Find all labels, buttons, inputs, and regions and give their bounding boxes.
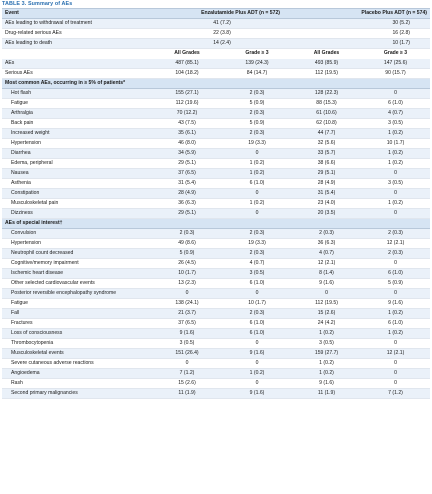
- table-row: [2, 179, 430, 189]
- table-cell: 9 (1.6): [361, 299, 430, 309]
- table-cell: 1 (0.2): [361, 199, 430, 209]
- placebo-value: 16 (2.8): [292, 29, 430, 39]
- table-row: [2, 139, 430, 149]
- table-cell: 10 (1.7): [222, 299, 292, 309]
- row-label: Dizziness: [2, 209, 152, 219]
- table-cell: 21 (3.7): [152, 309, 222, 319]
- row-label: Ischemic heart disease: [2, 269, 152, 279]
- row-label: Convulsion: [2, 229, 152, 239]
- table-cell: 3 (0.5): [361, 119, 430, 129]
- table-cell: 11 (1.9): [152, 389, 222, 399]
- table-cell: 12 (2.1): [292, 259, 361, 269]
- table-cell: 90 (15.7): [361, 69, 430, 79]
- row-label: Constipation: [2, 189, 152, 199]
- table-row: [2, 59, 430, 69]
- table-body: [2, 19, 430, 399]
- row-label: AEs leading to death: [2, 39, 152, 49]
- table-row: [2, 229, 430, 239]
- column-header-row: [2, 9, 430, 19]
- row-label: Fractures: [2, 319, 152, 329]
- table-cell: 0: [222, 189, 292, 199]
- table-cell: 2 (0.3): [222, 109, 292, 119]
- table-row: [2, 329, 430, 339]
- table-cell: 0: [361, 189, 430, 199]
- table-cell: 2 (0.3): [222, 249, 292, 259]
- table-cell: 0: [152, 359, 222, 369]
- table-cell: 15 (2.6): [152, 379, 222, 389]
- table-cell: 7 (1.2): [361, 389, 430, 399]
- table-row: [2, 129, 430, 139]
- table-cell: 1 (0.2): [222, 199, 292, 209]
- table-cell: 70 (12.2): [152, 109, 222, 119]
- enzalutamide-column-header: Enzalutamide Plus ADT (n = 572): [152, 9, 292, 19]
- table-cell: 0: [222, 339, 292, 349]
- grade-3-header: Grade ≥ 3: [245, 50, 269, 57]
- table-row: [2, 149, 430, 159]
- grade-header-row: [2, 49, 430, 60]
- table-cell: 35 (6.1): [152, 129, 222, 139]
- table-cell: 1 (0.2): [292, 359, 361, 369]
- table-row: [2, 169, 430, 179]
- table-cell: 61 (10.6): [292, 109, 361, 119]
- table-row: [2, 209, 430, 219]
- table-cell: 6 (1.0): [222, 329, 292, 339]
- table-cell: 0: [361, 209, 430, 219]
- table-cell: 9 (1.6): [222, 389, 292, 399]
- table-row: [2, 159, 430, 169]
- table-cell: 19 (3.3): [222, 239, 292, 249]
- row-label: Thrombocytopenia: [2, 339, 152, 349]
- table-row: [2, 309, 430, 319]
- table-cell: 0: [361, 289, 430, 299]
- table-cell: 4 (0.7): [361, 109, 430, 119]
- table-cell: 1 (0.2): [361, 159, 430, 169]
- row-label: Loss of consciousness: [2, 329, 152, 339]
- table-cell: 2 (0.3): [222, 309, 292, 319]
- table-cell: 0: [222, 359, 292, 369]
- table-cell: 84 (14.7): [222, 69, 292, 79]
- table-cell: 0: [361, 89, 430, 99]
- table-cell: 1 (0.2): [222, 169, 292, 179]
- table-cell: 1 (0.2): [222, 369, 292, 379]
- table-cell: 0: [361, 169, 430, 179]
- table-cell: 0: [222, 289, 292, 299]
- table-cell: 1 (0.2): [292, 369, 361, 379]
- table-cell: 128 (22.3): [292, 89, 361, 99]
- table-cell: 6 (1.0): [361, 319, 430, 329]
- row-label: Second primary malignancies: [2, 389, 152, 399]
- row-label: Diarrhea: [2, 149, 152, 159]
- table-row: [2, 109, 430, 119]
- row-label: Cognitive/memory impairment: [2, 259, 152, 269]
- table-cell: 3 (0.5): [222, 269, 292, 279]
- table-row: [2, 379, 430, 389]
- placebo-value: 10 (1.7): [292, 39, 430, 49]
- row-label: Fatigue: [2, 299, 152, 309]
- table-cell: 31 (5.4): [292, 189, 361, 199]
- all-grades-header: All Grades: [174, 50, 200, 57]
- table-row: [2, 249, 430, 259]
- table-row: [2, 349, 430, 359]
- table-cell: 3 (0.5): [361, 179, 430, 189]
- table-cell: 112 (19.5): [292, 69, 361, 79]
- enzalutamide-value: 22 (3.8): [152, 29, 292, 39]
- section-title: AEs of special interest†: [2, 219, 430, 229]
- row-label: Back pain: [2, 119, 152, 129]
- table-row: [2, 29, 430, 39]
- table-row: [2, 39, 430, 49]
- table-cell: 493 (85.9): [292, 59, 361, 69]
- table-cell: 10 (1.7): [152, 269, 222, 279]
- table-cell: 6 (1.0): [222, 179, 292, 189]
- table-cell: 0: [222, 149, 292, 159]
- table-row: [2, 239, 430, 249]
- table-cell: 3 (0.5): [152, 339, 222, 349]
- table-row: [2, 89, 430, 99]
- table-cell: 104 (18.2): [152, 69, 222, 79]
- row-label: Neutrophil count decreased: [2, 249, 152, 259]
- table-cell: 31 (5.4): [152, 179, 222, 189]
- table-cell: 9 (1.6): [222, 349, 292, 359]
- table-cell: 1 (0.2): [361, 149, 430, 159]
- row-label: Severe cutaneous adverse reactions: [2, 359, 152, 369]
- blank-cell: [2, 49, 152, 60]
- row-label: Musculoskeletal pain: [2, 199, 152, 209]
- table-cell: 20 (3.5): [292, 209, 361, 219]
- table-cell: 34 (5.9): [152, 149, 222, 159]
- table-cell: 13 (2.3): [152, 279, 222, 289]
- table-cell: 138 (24.1): [152, 299, 222, 309]
- table-cell: 49 (8.6): [152, 239, 222, 249]
- table-cell: 8 (1.4): [292, 269, 361, 279]
- table-cell: 36 (6.3): [292, 239, 361, 249]
- row-label: Arthralgia: [2, 109, 152, 119]
- table-cell: 2 (0.3): [222, 129, 292, 139]
- row-label: Rash: [2, 379, 152, 389]
- table-row: [2, 269, 430, 279]
- table-row: [2, 389, 430, 399]
- table-cell: 10 (1.7): [361, 139, 430, 149]
- table-cell: 23 (4.0): [292, 199, 361, 209]
- row-label: Drug-related serious AEs: [2, 29, 152, 39]
- table-cell: 15 (2.6): [292, 309, 361, 319]
- table-cell: 9 (1.6): [292, 379, 361, 389]
- table-cell: 1 (0.2): [361, 129, 430, 139]
- table-cell: 1 (0.2): [292, 329, 361, 339]
- table-cell: 12 (2.1): [361, 349, 430, 359]
- table-cell: 1 (0.2): [361, 329, 430, 339]
- table-cell: 0: [292, 289, 361, 299]
- row-label: Increased weight: [2, 129, 152, 139]
- row-label: Posterior reversible encephalopathy syndrome: [2, 289, 152, 299]
- table-row: [2, 289, 430, 299]
- section-header-row: [2, 79, 430, 89]
- table-cell: 6 (1.0): [361, 99, 430, 109]
- table-cell: 5 (0.9): [222, 119, 292, 129]
- row-label: Edema, peripheral: [2, 159, 152, 169]
- row-label: AEs: [2, 59, 152, 69]
- table-cell: 28 (4.9): [152, 189, 222, 199]
- table-cell: 32 (5.6): [292, 139, 361, 149]
- row-label: Hypertension: [2, 239, 152, 249]
- table-row: [2, 339, 430, 349]
- table-cell: 112 (19.6): [152, 99, 222, 109]
- table-cell: 2 (0.3): [292, 229, 361, 239]
- table-cell: 2 (0.3): [361, 229, 430, 239]
- table-cell: 19 (3.3): [222, 139, 292, 149]
- table-cell: 0: [361, 259, 430, 269]
- row-label: Serious AEs: [2, 69, 152, 79]
- table-row: [2, 279, 430, 289]
- table-cell: 9 (1.6): [292, 279, 361, 289]
- table-row: [2, 299, 430, 309]
- table-cell: 0: [361, 359, 430, 369]
- table-cell: 0: [152, 289, 222, 299]
- table-cell: 0: [361, 369, 430, 379]
- table-cell: 3 (0.5): [292, 339, 361, 349]
- table-cell: 43 (7.5): [152, 119, 222, 129]
- table-row: [2, 69, 430, 79]
- table-cell: 1 (0.2): [222, 159, 292, 169]
- table-cell: 5 (0.9): [152, 249, 222, 259]
- table-row: [2, 259, 430, 269]
- table-cell: 28 (4.9): [292, 179, 361, 189]
- table-cell: 11 (1.9): [292, 389, 361, 399]
- table-cell: 29 (5.1): [152, 209, 222, 219]
- table-cell: 2 (0.3): [222, 229, 292, 239]
- table-cell: 147 (25.6): [361, 59, 430, 69]
- row-label: Angioedema: [2, 369, 152, 379]
- table-cell: 487 (85.1): [152, 59, 222, 69]
- ae-summary-table: [2, 8, 430, 399]
- table-cell: 151 (26.4): [152, 349, 222, 359]
- table-cell: 88 (15.3): [292, 99, 361, 109]
- table-row: [2, 99, 430, 109]
- placebo-value: 30 (5.2): [292, 19, 430, 29]
- table-row: [2, 359, 430, 369]
- table-cell: 1 (0.2): [361, 309, 430, 319]
- event-column-header: Event: [2, 9, 152, 19]
- row-label: Asthenia: [2, 179, 152, 189]
- table-cell: 112 (19.5): [292, 299, 361, 309]
- row-label: Hot flash: [2, 89, 152, 99]
- table-cell: 139 (24.3): [222, 59, 292, 69]
- table-cell: 37 (6.5): [152, 169, 222, 179]
- table-cell: 29 (5.1): [292, 169, 361, 179]
- table-cell: 6 (1.0): [361, 269, 430, 279]
- table-cell: 0: [361, 339, 430, 349]
- section-title: Most common AEs, occurring in ≥ 5% of patients*: [2, 79, 430, 89]
- table-cell: 2 (0.3): [361, 249, 430, 259]
- table-cell: 4 (0.7): [222, 259, 292, 269]
- placebo-column-header: Placebo Plus ADT (n = 574): [292, 9, 430, 19]
- table-cell: 38 (6.6): [292, 159, 361, 169]
- table-cell: 37 (6.5): [152, 319, 222, 329]
- table-cell: 6 (1.0): [222, 319, 292, 329]
- table-cell: 4 (0.7): [292, 249, 361, 259]
- table-cell: 5 (0.9): [361, 279, 430, 289]
- table-row: [2, 199, 430, 209]
- table-row: [2, 189, 430, 199]
- table-cell: 26 (4.5): [152, 259, 222, 269]
- row-label: Other selected cardiovascular events: [2, 279, 152, 289]
- table-cell: 12 (2.1): [361, 239, 430, 249]
- table-cell: 46 (8.0): [152, 139, 222, 149]
- table-cell: 36 (6.3): [152, 199, 222, 209]
- table-cell: 44 (7.7): [292, 129, 361, 139]
- row-label: Fatigue: [2, 99, 152, 109]
- row-label: Hypertension: [2, 139, 152, 149]
- table-cell: 2 (0.3): [152, 229, 222, 239]
- table-caption: TABLE 3. Summary of AEs: [2, 1, 73, 7]
- section-header-row: [2, 219, 430, 229]
- row-label: Musculoskeletal events: [2, 349, 152, 359]
- table-cell: 2 (0.3): [222, 89, 292, 99]
- table-row: [2, 319, 430, 329]
- table-cell: 0: [222, 209, 292, 219]
- table-row: [2, 19, 430, 29]
- table-cell: 24 (4.2): [292, 319, 361, 329]
- table-row: [2, 369, 430, 379]
- table-cell: 62 (10.8): [292, 119, 361, 129]
- table-cell: 29 (5.1): [152, 159, 222, 169]
- row-label: Fall: [2, 309, 152, 319]
- table-row: [2, 119, 430, 129]
- table-cell: 155 (27.1): [152, 89, 222, 99]
- table-cell: 6 (1.0): [222, 279, 292, 289]
- grade-3-header: Grade ≥ 3: [383, 50, 408, 57]
- table-cell: 0: [222, 379, 292, 389]
- table-cell: 0: [361, 379, 430, 389]
- table-cell: 7 (1.2): [152, 369, 222, 379]
- table-cell: 5 (0.9): [222, 99, 292, 109]
- all-grades-header: All Grades: [313, 50, 340, 57]
- row-label: AEs leading to withdrawal of treatment: [2, 19, 152, 29]
- enzalutamide-value: 14 (2.4): [152, 39, 292, 49]
- table-cell: 159 (27.7): [292, 349, 361, 359]
- enzalutamide-value: 41 (7.2): [152, 19, 292, 29]
- table-cell: 9 (1.6): [152, 329, 222, 339]
- table-cell: 33 (5.7): [292, 149, 361, 159]
- row-label: Nausea: [2, 169, 152, 179]
